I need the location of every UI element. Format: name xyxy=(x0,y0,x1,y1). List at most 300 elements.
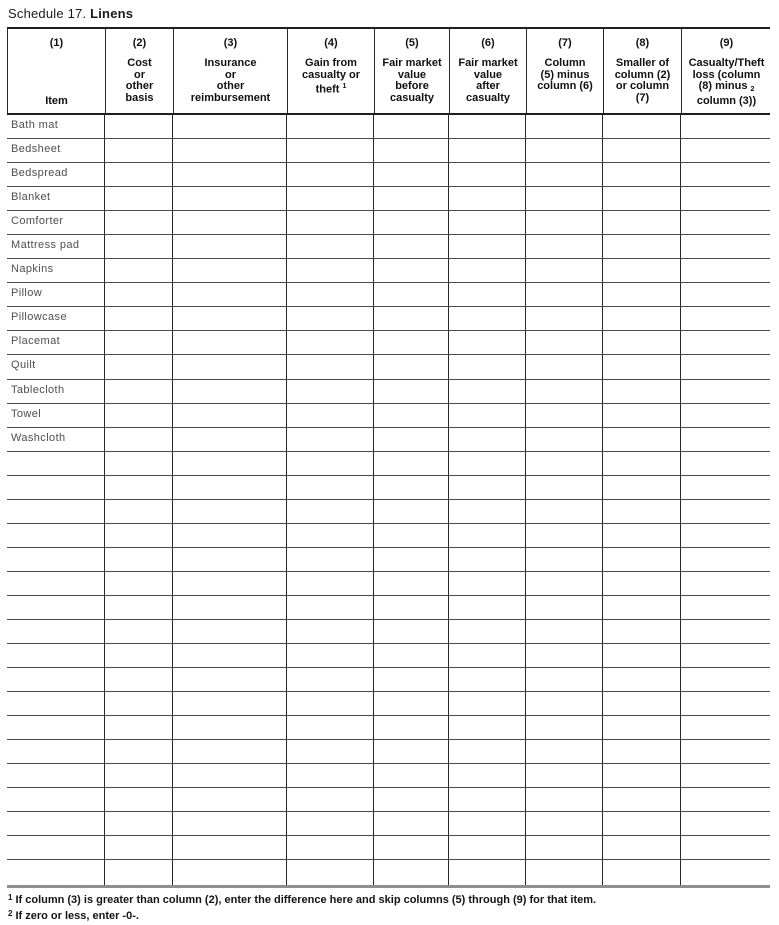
item-row xyxy=(7,139,770,163)
data-cell xyxy=(681,860,770,884)
column-title-line: (8) minus $_2$ xyxy=(698,80,755,93)
item-row xyxy=(7,355,770,379)
column-title-line: casualty xyxy=(465,91,511,104)
item-label: Bath mat xyxy=(7,115,105,138)
data-cell xyxy=(287,331,374,354)
data-cell xyxy=(287,620,374,643)
data-cell xyxy=(526,740,603,763)
data-cell xyxy=(374,668,449,691)
item-label: Bedsheet xyxy=(7,139,105,162)
data-cell xyxy=(374,812,449,835)
data-cell xyxy=(449,115,526,138)
data-cell xyxy=(526,380,603,403)
data-cell xyxy=(603,163,681,186)
data-cell xyxy=(526,524,603,547)
data-cell xyxy=(287,596,374,619)
data-cell xyxy=(105,235,173,258)
data-cell xyxy=(681,596,770,619)
data-cell xyxy=(449,788,526,811)
data-cell xyxy=(681,404,770,427)
data-cell xyxy=(374,860,449,884)
column-number: (6) xyxy=(481,37,495,49)
data-cell xyxy=(449,836,526,859)
data-cell xyxy=(681,428,770,451)
data-cell xyxy=(287,452,374,475)
item-label: Towel xyxy=(7,404,105,427)
data-cell xyxy=(287,764,374,787)
data-cell xyxy=(173,620,287,643)
item-row xyxy=(7,187,770,211)
data-cell xyxy=(526,211,603,234)
data-cell xyxy=(449,211,526,234)
data-cell xyxy=(105,716,173,739)
data-cell xyxy=(105,500,173,523)
data-cell xyxy=(173,572,287,595)
column-header-6 xyxy=(450,29,527,113)
empty-row xyxy=(7,764,770,788)
data-cell xyxy=(287,307,374,330)
data-cell xyxy=(374,283,449,306)
data-cell xyxy=(173,716,287,739)
column-title xyxy=(689,58,765,107)
data-cell xyxy=(7,644,105,667)
data-cell xyxy=(681,740,770,763)
empty-row xyxy=(7,452,770,476)
data-cell xyxy=(287,115,374,138)
data-cell xyxy=(105,812,173,835)
data-cell xyxy=(374,235,449,258)
data-cell xyxy=(105,355,173,378)
data-cell xyxy=(173,764,287,787)
data-cell xyxy=(526,283,603,306)
data-cell xyxy=(173,428,287,451)
data-cell xyxy=(105,836,173,859)
data-cell xyxy=(287,692,374,715)
data-cell xyxy=(603,644,681,667)
column-title-line: Fair market xyxy=(382,57,442,69)
data-cell xyxy=(526,139,603,162)
data-cell xyxy=(173,259,287,282)
data-cell xyxy=(603,404,681,427)
data-cell xyxy=(173,355,287,378)
data-cell xyxy=(526,428,603,451)
data-cell xyxy=(7,596,105,619)
column-title-line: casualty or xyxy=(301,68,361,81)
item-label: Blanket xyxy=(7,187,105,210)
data-cell xyxy=(526,331,603,354)
column-header-9 xyxy=(682,29,771,113)
data-cell xyxy=(287,668,374,691)
data-cell xyxy=(287,500,374,523)
column-title-line: theft $^1$ xyxy=(315,83,347,96)
data-cell xyxy=(374,187,449,210)
data-cell xyxy=(287,836,374,859)
footnotes xyxy=(8,891,779,924)
empty-row xyxy=(7,644,770,668)
data-cell xyxy=(173,283,287,306)
data-cell xyxy=(7,572,105,595)
data-cell xyxy=(449,380,526,403)
data-cell xyxy=(449,187,526,210)
data-cell xyxy=(105,788,173,811)
data-cell xyxy=(173,476,287,499)
data-cell xyxy=(173,163,287,186)
data-cell xyxy=(603,860,681,884)
data-cell xyxy=(287,476,374,499)
data-cell xyxy=(681,259,770,282)
data-cell xyxy=(287,211,374,234)
data-cell xyxy=(526,572,603,595)
data-cell xyxy=(105,596,173,619)
data-cell xyxy=(681,524,770,547)
data-cell xyxy=(526,812,603,835)
data-cell xyxy=(105,668,173,691)
data-cell xyxy=(287,644,374,667)
data-cell xyxy=(7,452,105,475)
column-number: (7) xyxy=(558,37,572,49)
data-cell xyxy=(681,620,770,643)
empty-row xyxy=(7,668,770,692)
data-cell xyxy=(374,355,449,378)
footnote-2-text: If zero or less, enter -0-. xyxy=(15,910,139,922)
data-cell xyxy=(681,548,770,571)
data-cell xyxy=(449,500,526,523)
data-cell xyxy=(449,452,526,475)
column-title-line: other xyxy=(125,80,154,92)
column-number: (3) xyxy=(223,37,238,49)
data-cell xyxy=(603,139,681,162)
column-number: (4) xyxy=(324,37,338,49)
data-cell xyxy=(681,187,770,210)
data-cell xyxy=(449,692,526,715)
data-cell xyxy=(173,788,287,811)
data-cell xyxy=(374,211,449,234)
column-header-8 xyxy=(604,29,682,113)
schedule-name: Linens xyxy=(90,6,134,21)
data-cell xyxy=(374,476,449,499)
data-cell xyxy=(449,668,526,691)
data-cell xyxy=(603,283,681,306)
data-cell xyxy=(449,764,526,787)
data-cell xyxy=(681,139,770,162)
empty-row xyxy=(7,596,770,620)
data-cell xyxy=(173,740,287,763)
column-title-line: other xyxy=(216,80,245,92)
data-cell xyxy=(449,812,526,835)
item-label: Pillow xyxy=(7,283,105,306)
data-cell xyxy=(374,404,449,427)
data-cell xyxy=(526,620,603,643)
item-label: Napkins xyxy=(7,259,105,282)
data-cell xyxy=(374,139,449,162)
data-cell xyxy=(173,307,287,330)
data-cell xyxy=(449,331,526,354)
data-cell xyxy=(526,235,603,258)
column-number: (9) xyxy=(719,37,734,49)
data-cell xyxy=(526,187,603,210)
data-cell xyxy=(603,355,681,378)
data-cell xyxy=(287,524,374,547)
data-cell xyxy=(173,452,287,475)
data-cell xyxy=(526,163,603,186)
item-label: Pillowcase xyxy=(7,307,105,330)
data-cell xyxy=(526,644,603,667)
data-cell xyxy=(287,404,374,427)
data-cell xyxy=(105,644,173,667)
column-title-line: Cost xyxy=(127,57,152,69)
data-cell xyxy=(526,500,603,523)
data-cell xyxy=(7,740,105,763)
data-cell xyxy=(374,836,449,859)
data-cell xyxy=(449,716,526,739)
data-cell xyxy=(603,812,681,835)
data-cell xyxy=(173,139,287,162)
column-title-line: column (3)) xyxy=(696,94,757,107)
data-cell xyxy=(449,259,526,282)
data-cell xyxy=(374,115,449,138)
data-cell xyxy=(603,764,681,787)
data-cell xyxy=(449,428,526,451)
data-cell xyxy=(681,500,770,523)
data-cell xyxy=(173,404,287,427)
data-cell xyxy=(681,476,770,499)
item-row xyxy=(7,211,770,235)
empty-row xyxy=(7,500,770,524)
item-row xyxy=(7,428,770,452)
column-title-line: Casualty/Theft xyxy=(688,57,765,69)
data-cell xyxy=(105,620,173,643)
data-cell xyxy=(173,211,287,234)
data-cell xyxy=(173,860,287,884)
data-cell xyxy=(449,620,526,643)
item-row xyxy=(7,163,770,187)
data-cell xyxy=(526,860,603,884)
data-cell xyxy=(449,283,526,306)
column-header-3 xyxy=(174,29,288,113)
data-cell xyxy=(603,668,681,691)
data-cell xyxy=(603,692,681,715)
data-cell xyxy=(449,163,526,186)
data-cell xyxy=(105,860,173,884)
column-title-line: Smaller of xyxy=(615,57,670,69)
data-cell xyxy=(173,596,287,619)
data-cell xyxy=(173,500,287,523)
data-cell xyxy=(681,283,770,306)
column-title-line: Column xyxy=(544,57,586,69)
item-label: Mattress pad xyxy=(7,235,105,258)
data-cell xyxy=(374,380,449,403)
column-title xyxy=(125,58,153,104)
column-title-line: value xyxy=(397,68,427,81)
data-cell xyxy=(287,283,374,306)
data-cell xyxy=(105,764,173,787)
data-cell xyxy=(287,187,374,210)
data-cell xyxy=(603,476,681,499)
data-cell xyxy=(173,692,287,715)
data-cell xyxy=(7,620,105,643)
item-label: Placemat xyxy=(7,331,105,354)
data-cell xyxy=(173,115,287,138)
column-title-line: basis xyxy=(125,91,154,104)
data-cell xyxy=(603,836,681,859)
empty-row xyxy=(7,812,770,836)
data-cell xyxy=(449,139,526,162)
column-title-line: casualty xyxy=(389,91,435,104)
data-cell xyxy=(526,476,603,499)
footnote-1 xyxy=(8,891,779,908)
data-cell xyxy=(374,716,449,739)
data-cell xyxy=(603,259,681,282)
item-row xyxy=(7,331,770,355)
data-cell xyxy=(681,452,770,475)
data-cell xyxy=(603,211,681,234)
data-cell xyxy=(603,235,681,258)
data-cell xyxy=(287,235,374,258)
data-cell xyxy=(526,115,603,138)
empty-row xyxy=(7,476,770,500)
data-cell xyxy=(374,764,449,787)
data-cell xyxy=(374,163,449,186)
data-cell xyxy=(603,187,681,210)
data-cell xyxy=(603,452,681,475)
empty-row xyxy=(7,524,770,548)
data-cell xyxy=(173,812,287,835)
empty-row xyxy=(7,716,770,740)
data-cell xyxy=(105,259,173,282)
footnote-reference: 1 xyxy=(342,83,347,90)
item-row xyxy=(7,235,770,259)
data-cell xyxy=(7,836,105,859)
footnote-1-text: If column (3) is greater than column (2), enter the difference here and skip columns (5) through (9) for that item. xyxy=(15,893,597,906)
data-cell xyxy=(374,740,449,763)
column-title xyxy=(191,58,270,104)
data-cell xyxy=(7,692,105,715)
data-cell xyxy=(7,788,105,811)
column-title-line: reimbursement xyxy=(190,91,271,104)
data-cell xyxy=(374,788,449,811)
data-cell xyxy=(681,716,770,739)
column-title-line: or column xyxy=(615,80,670,92)
data-cell xyxy=(287,355,374,378)
data-cell xyxy=(7,548,105,571)
data-cell xyxy=(105,572,173,595)
empty-row xyxy=(7,788,770,812)
data-cell xyxy=(603,115,681,138)
item-row xyxy=(7,404,770,428)
data-cell xyxy=(287,716,374,739)
column-number: (5) xyxy=(405,37,419,49)
footnote-2 xyxy=(8,907,779,924)
data-cell xyxy=(374,644,449,667)
data-cell xyxy=(681,307,770,330)
data-cell xyxy=(105,187,173,210)
item-label: Comforter xyxy=(7,211,105,234)
data-cell xyxy=(105,163,173,186)
empty-row xyxy=(7,692,770,716)
data-cell xyxy=(173,668,287,691)
data-cell xyxy=(526,355,603,378)
column-title-line: Fair market xyxy=(458,57,518,69)
data-cell xyxy=(449,596,526,619)
data-cell xyxy=(173,836,287,859)
data-cell xyxy=(374,524,449,547)
data-cell xyxy=(603,572,681,595)
data-cell xyxy=(374,259,449,282)
item-row xyxy=(7,380,770,404)
footnote-1-marker: 1 xyxy=(8,892,13,902)
data-cell xyxy=(7,812,105,835)
data-cell xyxy=(681,163,770,186)
data-cell xyxy=(603,428,681,451)
data-cell xyxy=(287,428,374,451)
empty-row xyxy=(7,836,770,860)
data-cell xyxy=(526,596,603,619)
data-cell xyxy=(287,788,374,811)
data-cell xyxy=(526,259,603,282)
empty-row xyxy=(7,572,770,596)
data-cell xyxy=(603,716,681,739)
data-cell xyxy=(603,380,681,403)
data-cell xyxy=(603,596,681,619)
data-cell xyxy=(105,452,173,475)
data-cell xyxy=(374,452,449,475)
data-cell xyxy=(526,836,603,859)
footnote-reference: 2 xyxy=(750,86,755,93)
data-cell xyxy=(7,500,105,523)
empty-row xyxy=(7,860,770,884)
column-header-4 xyxy=(288,29,375,113)
data-cell xyxy=(681,788,770,811)
data-cell xyxy=(105,524,173,547)
data-cell xyxy=(173,187,287,210)
data-cell xyxy=(603,740,681,763)
data-cell xyxy=(105,139,173,162)
data-cell xyxy=(7,764,105,787)
data-cell xyxy=(681,668,770,691)
column-title xyxy=(302,58,360,96)
column-number: (1) xyxy=(49,37,64,49)
data-cell xyxy=(603,620,681,643)
data-cell xyxy=(173,235,287,258)
data-cell xyxy=(374,596,449,619)
column-title-line: or xyxy=(133,68,145,81)
data-cell xyxy=(374,500,449,523)
column-title xyxy=(382,58,441,104)
data-cell xyxy=(526,716,603,739)
item-label: Bedspread xyxy=(7,163,105,186)
item-label: Quilt xyxy=(7,355,105,378)
column-title-line: column (2) xyxy=(614,68,671,81)
table-header-row xyxy=(7,29,770,115)
empty-row xyxy=(7,548,770,572)
data-cell xyxy=(287,860,374,884)
data-cell xyxy=(374,428,449,451)
column-header-7 xyxy=(527,29,604,113)
column-title xyxy=(615,58,671,104)
column-title-line: Gain from xyxy=(305,57,357,69)
data-cell xyxy=(173,548,287,571)
column-title-line: (7) xyxy=(635,91,650,104)
data-cell xyxy=(603,524,681,547)
data-cell xyxy=(603,331,681,354)
column-title-line: column (6) xyxy=(537,80,593,92)
data-cell xyxy=(449,548,526,571)
data-cell xyxy=(681,235,770,258)
data-cell xyxy=(374,572,449,595)
data-cell xyxy=(105,380,173,403)
data-cell xyxy=(287,259,374,282)
data-cell xyxy=(681,836,770,859)
